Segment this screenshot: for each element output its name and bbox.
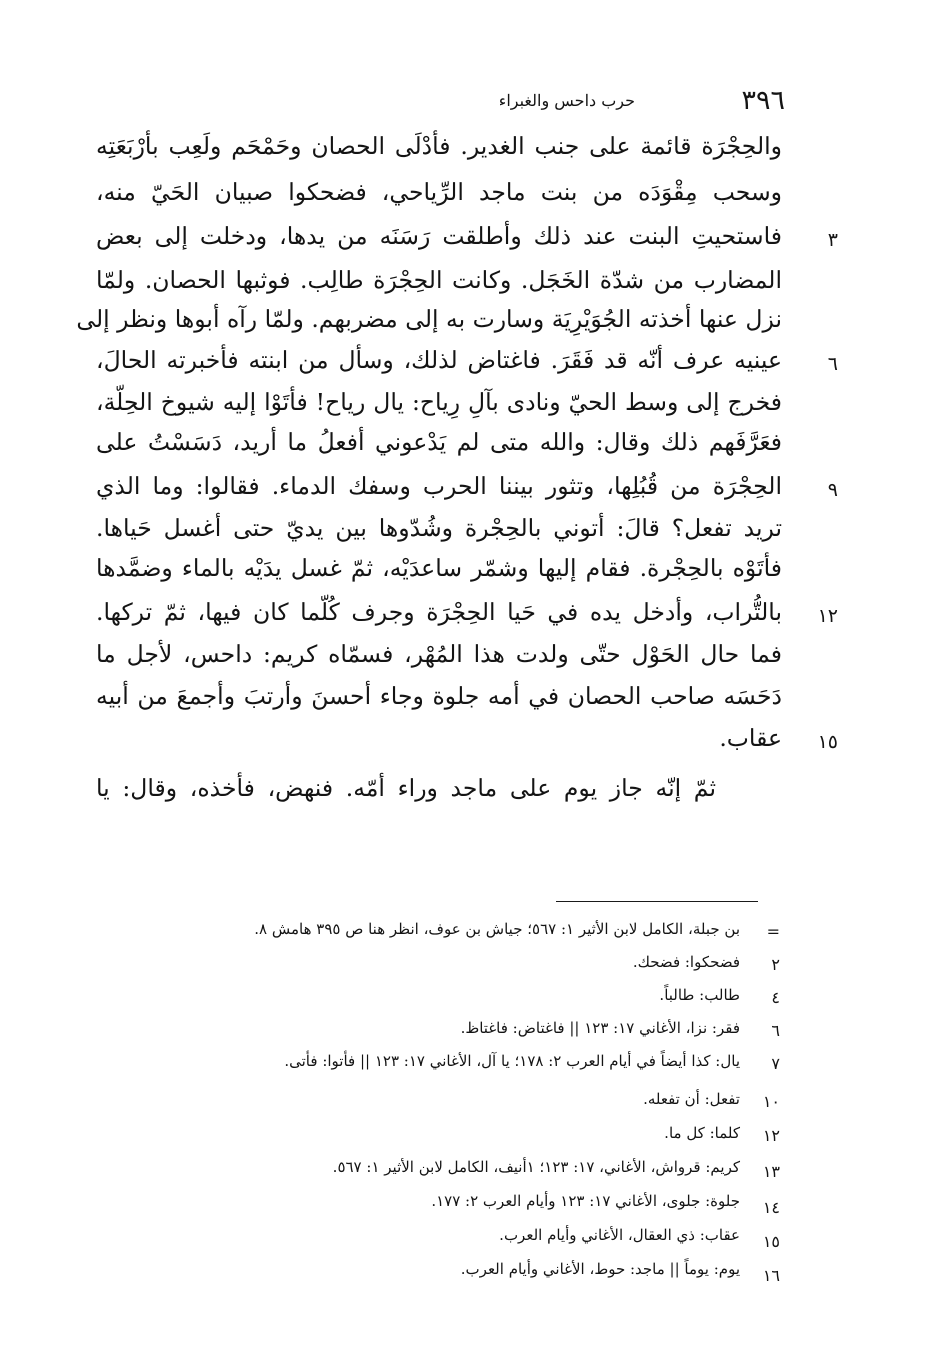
footnote-text: كريم: قرواش، الأغاني، ١٧: ١٢٣؛ ١أنيف، الكامل لابن الأثير ١: ٥٦٧. bbox=[332, 1158, 740, 1176]
line-number: ١٥ bbox=[817, 731, 838, 753]
text-line: نزل عنها أخذته الجُوَيْرِيَة وسارت به إلى مضربهم. ولمّا رآه أبوها ونظر إلى bbox=[76, 305, 782, 333]
text-line: فعَرَّفَهم ذلك وقال: والله متى لم يَدْعوني أفعلُ ما أريد، دَسَسْتُ على bbox=[96, 428, 782, 456]
footnote-text: فقر: نزا، الأغاني ١٧: ١٢٣ || فاغتاض: فاغتاظ. bbox=[460, 1019, 740, 1037]
line-number: ٦ bbox=[827, 353, 838, 375]
text-line: دَحَسَه صاحب الحصان في أمه جلوة وجاء أحسنَ وأرتبَ وأجمعَ من أبيه bbox=[96, 682, 782, 710]
footnote-number: ٤ bbox=[771, 988, 780, 1007]
footnote-text: فضحكوا: فضحك. bbox=[632, 953, 740, 971]
footnote-number: ١٥ bbox=[762, 1232, 780, 1251]
footnote-number: ١٢ bbox=[762, 1126, 780, 1145]
footnote-number: ١٠ bbox=[762, 1092, 780, 1111]
text-line: عينيه عرف أنّه قد فَقَرَ. فاغتاض لذلك، وسأل من ابنته فأخبرته الحالَ، bbox=[96, 346, 782, 374]
text-line: عقاب. bbox=[719, 724, 782, 752]
line-number: ٩ bbox=[827, 479, 838, 501]
footnote-text: تفعل: أن تفعله. bbox=[643, 1090, 740, 1108]
footnote-number: ١٤ bbox=[762, 1198, 780, 1217]
text-line: فاستحيتِ البنت عند ذلك وأطلقت رَسَنَه من يدها، ودخلت إلى بعض bbox=[96, 222, 782, 250]
page-header bbox=[340, 84, 785, 118]
footnote-number: = bbox=[766, 922, 780, 941]
footnote-text: طالب: طالباً. bbox=[659, 986, 740, 1004]
text-line: المضارب من شدّة الخَجَل. وكانت الحِجْرَة طالِب. فوثبها الحصان. ولمّا bbox=[96, 266, 782, 294]
footnote-number: ١٣ bbox=[762, 1162, 780, 1181]
text-line: وسحب مِقْوَدَه من بنت ماجد الرِّياحي، فضحكوا صبيان الحَيّ منه، bbox=[96, 178, 782, 206]
text-line: بالتُّراب، وأدخل يده في حَيا الحِجْرَة وجرف كُلّما كان فيها، ثمّ تركها. bbox=[96, 598, 782, 626]
footnote-text: عقاب: ذي العقال، الأغاني وأيام العرب. bbox=[499, 1226, 740, 1244]
footnote-text: يال: كذا أيضاً في أيام العرب ٢: ١٧٨؛ يا آل، الأغاني ١٧: ١٢٣ || فأتوا: فأتى. bbox=[284, 1052, 740, 1070]
footnote-text: يوم: يوماً || ماجد: حوط، الأغاني وأيام العرب. bbox=[460, 1260, 740, 1278]
running-head: حرب داحس والغبراء bbox=[498, 91, 635, 110]
footnote-text: جلوة: جلوى، الأغاني ١٧: ١٢٣ وأيام العرب ٢: ١٧٧. bbox=[431, 1192, 740, 1210]
text-line: والحِجْرَة قائمة على جنب الغدير. فأدْلَى الحصان وحَمْحَم ولَعِب بأرْبَعَتِه bbox=[96, 132, 782, 160]
text-line: فما حال الحَوْل حتّى ولدت هذا المُهْر، فسمّاه كريم: داحس، لأجل ما bbox=[96, 640, 782, 668]
text-line: فخرج إلى وسط الحيّ ونادى بآلِ رِياح: يال رياح! فأتَوْا إليه شيوخ الحِلّة، bbox=[96, 388, 782, 416]
text-line: ثمّ إنّه جاز يوم على ماجد وراء أمّه. فنهض، فأخذه، وقال: يا bbox=[96, 774, 716, 802]
footnote-number: ٦ bbox=[771, 1021, 780, 1040]
text-line: الحِجْرَة من قُبُلِها، وتثور بيننا الحرب وسفك الدماء. فقالوا: وما الذي bbox=[96, 472, 782, 500]
footnote-number: ٢ bbox=[771, 955, 780, 974]
footnote-number: ١٦ bbox=[762, 1266, 780, 1285]
footnote-text: كلما: كل ما. bbox=[664, 1124, 740, 1142]
text-line: تريد تفعل؟ قالَ: أتوني بالحِجْرة وشُدّوها بين يديّ حتى أغسل حَياها. bbox=[96, 514, 782, 542]
footnote-text: بن جبلة، الكامل لابن الأثير ١: ٥٦٧؛ جياش بن عوف، انظر هنا ص ٣٩٥ هامش ٨. bbox=[254, 920, 740, 938]
page-number: ٣٩٦ bbox=[741, 85, 785, 116]
footnote-number: ٧ bbox=[771, 1054, 780, 1073]
footnote-rule bbox=[556, 901, 758, 902]
line-number: ١٢ bbox=[817, 605, 838, 627]
text-line: فأتَوْه بالحِجْرة. فقام إليها وشمّر ساعدَيْه، ثمّ غسل يدَيْه بالماء وضمَّدها bbox=[96, 554, 782, 582]
line-number: ٣ bbox=[827, 229, 838, 251]
